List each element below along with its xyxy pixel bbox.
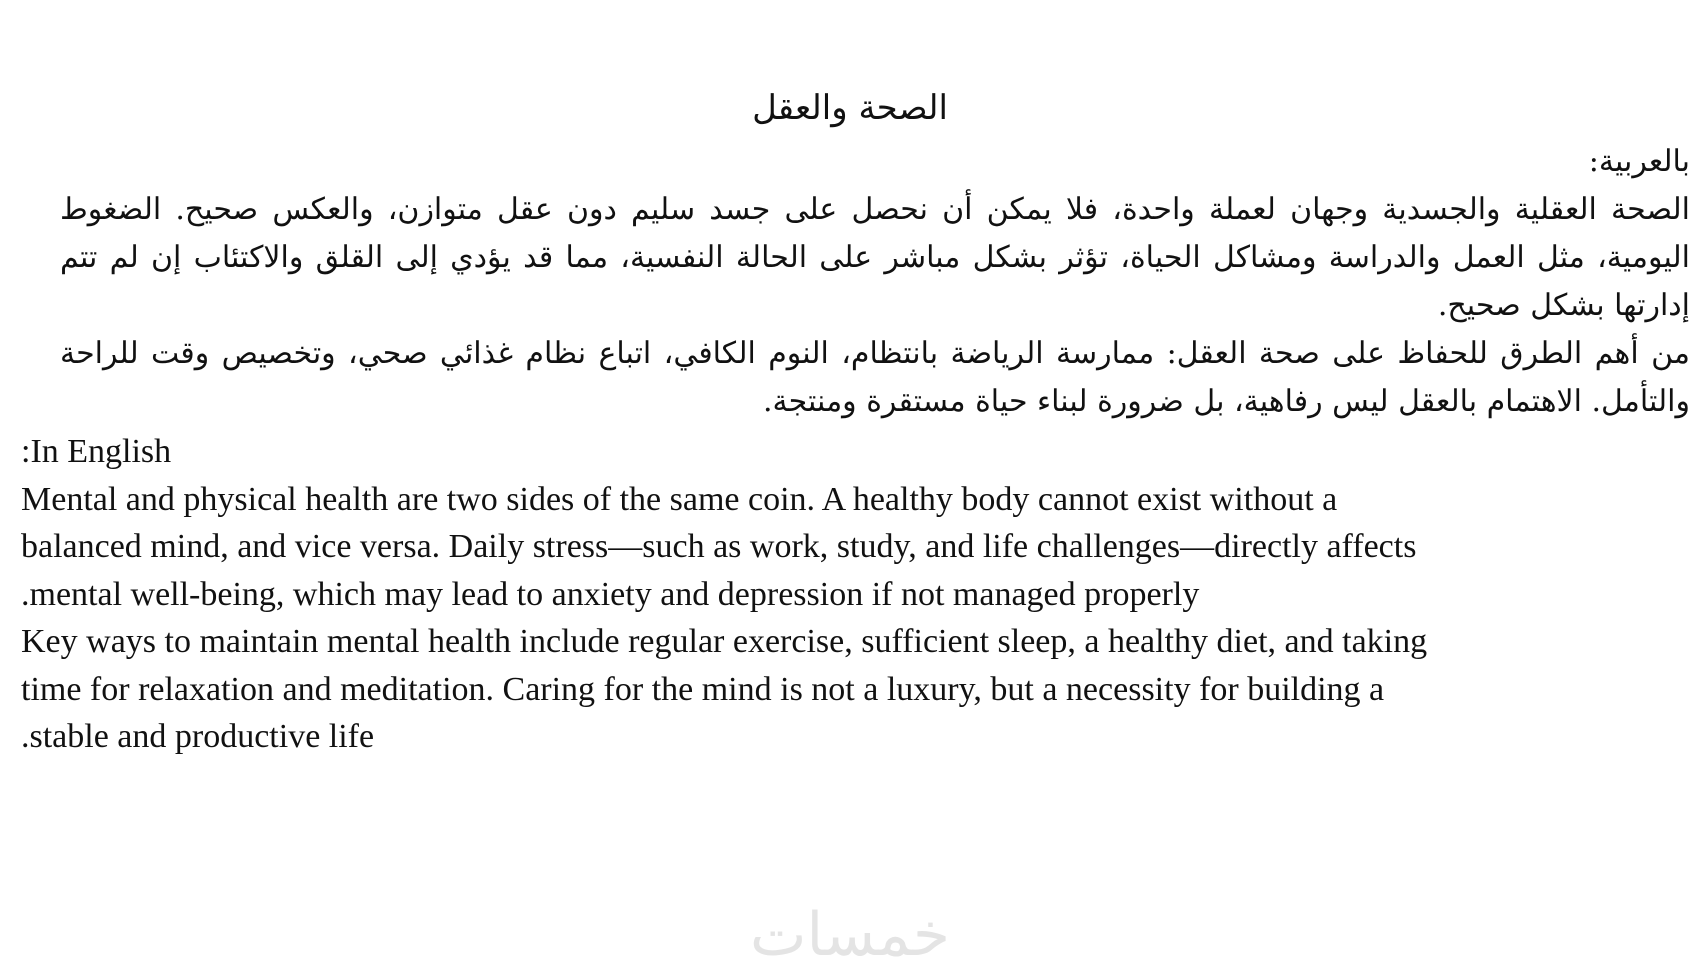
arabic-paragraph-1: الصحة العقلية والجسدية وجهان لعملة واحدة، فلا يمكن أن نحصل على جسد سليم دون عقل متوازن، والعكس صحيح. الضغوط اليومية، مثل العمل والدراسة ومشاكل الحياة، تؤثر بشكل مباشر على الحالة النفسية، مما قد يؤدي إلى القلق والاكتئاب إن لم تتم إدارتها بشكل صحيح. [60,192,1690,323]
arabic-section [60,138,1690,426]
document-title: الصحة والعقل [752,88,948,128]
english-paragraph-2-line-2: time for relaxation and meditation. Caring for the mind is not a luxury, but a necessity for building a [21,670,1385,708]
watermark-logo: خمسات [749,900,951,970]
english-paragraph-2-line-3: .stable and productive life [21,718,375,755]
arabic-paragraph-2: من أهم الطرق للحفاظ على صحة العقل: ممارسة الرياضة بانتظام، النوم الكافي، اتباع نظام غذائي صحي، وتخصيص وقت للراحة والتأمل. الاهتمام بالعقل ليس رفاهية، بل ضرورة لبناء حياة مستقرة ومنتجة. [60,336,1690,419]
english-paragraph-1-line-2: balanced mind, and vice versa. Daily stress—such as work, study, and life challenges—directly affects [21,528,1417,565]
english-paragraph-2-line-1: Key ways to maintain mental health include regular exercise, sufficient sleep, a healthy diet, and taking [21,623,1428,660]
english-paragraph-1-line-3: .mental well-being, which may lead to anxiety and depression if not managed properly [21,575,1200,613]
english-section [21,428,1661,761]
english-label: :In English [21,433,172,470]
english-paragraph-1-line-1: Mental and physical health are two sides of the same coin. A healthy body cannot exist without a [21,480,1338,518]
arabic-label: بالعربية: [1588,144,1690,179]
